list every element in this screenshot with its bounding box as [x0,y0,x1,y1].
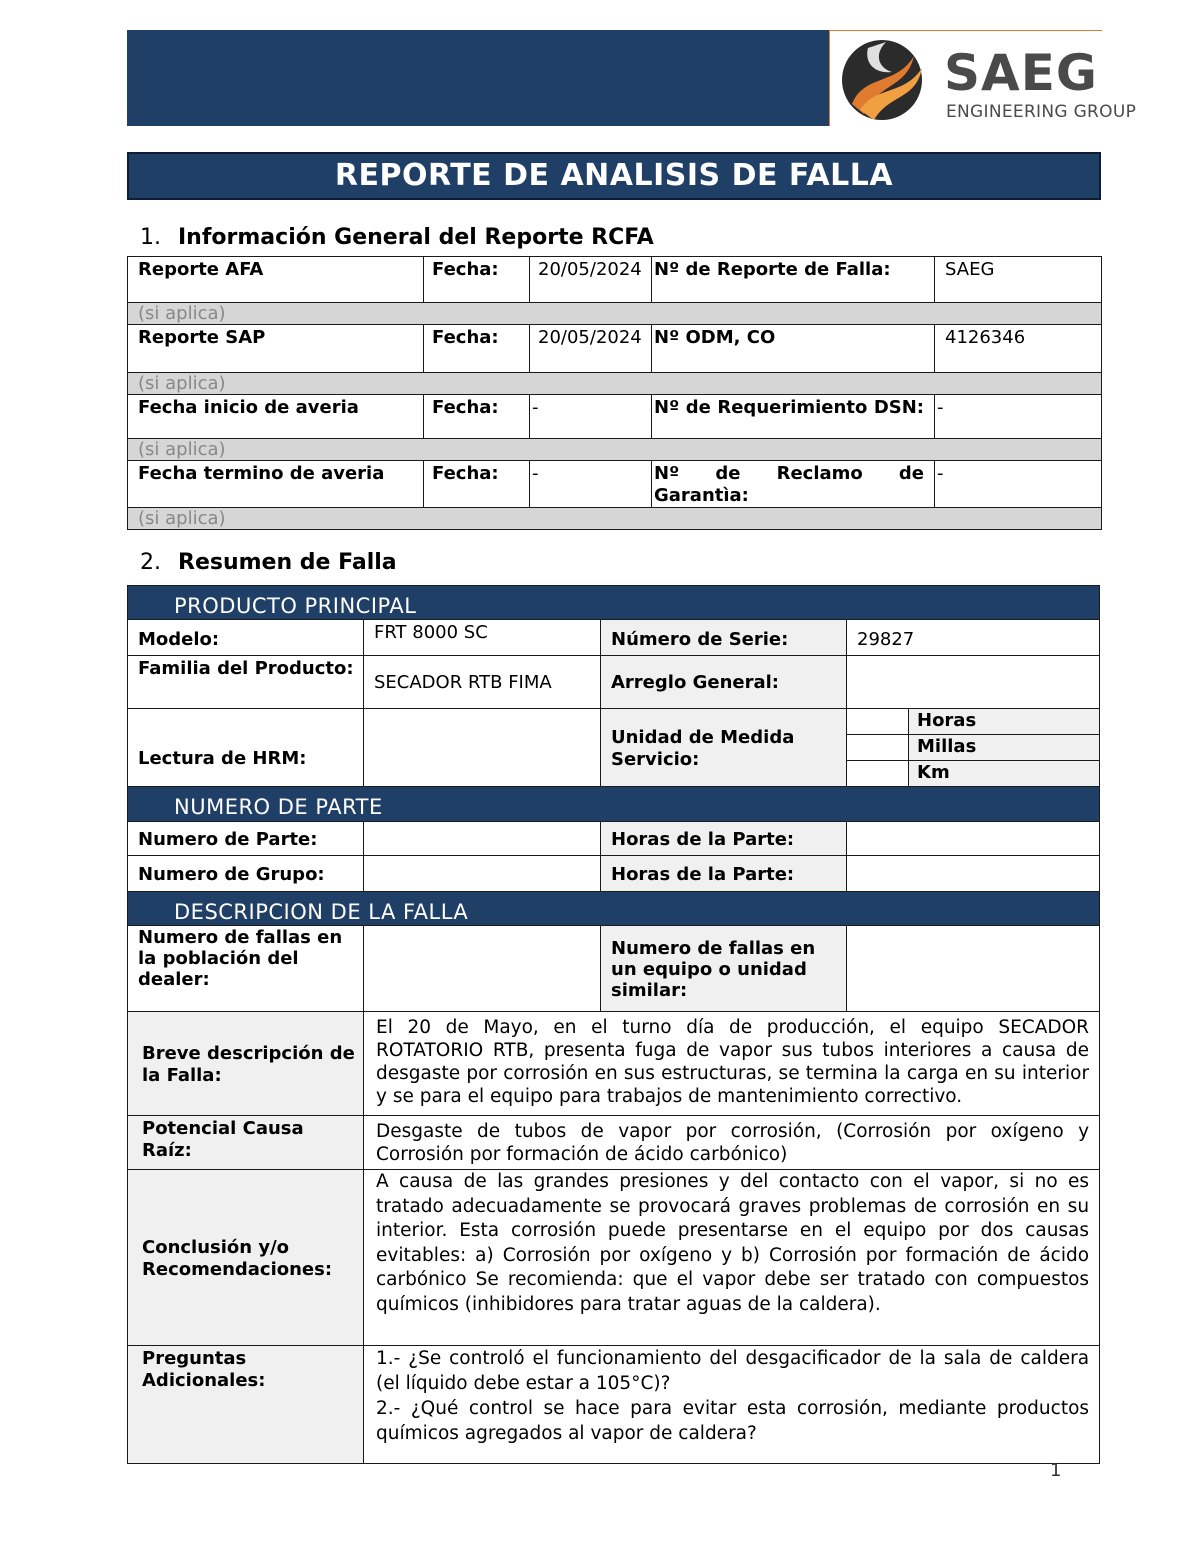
numero-serie-value: 29827 [847,620,1100,656]
reporte-falla-value: SAEG [935,257,1102,303]
reclamo-garantia-value: - [935,461,1102,508]
requerimiento-dsn-value: - [935,395,1102,439]
saeg-logo-icon [834,34,934,126]
producto-principal-band: PRODUCTO PRINCIPAL [128,586,1100,620]
page-title: REPORTE DE ANALISIS DE FALLA [334,158,894,193]
reporte-afa-label: Reporte AFA [128,257,424,303]
table-row [128,257,1102,303]
reporte-sap-label: Reporte SAP [128,325,424,373]
num-fallas-dealer-value [364,926,601,1012]
table-row [128,822,1100,856]
section-1-title: Información General del Reporte RCFA [178,225,654,250]
section-2-title: Resumen de Falla [178,550,397,575]
modelo-value: FRT 8000 SC [364,620,601,656]
familia-producto-label: Familia del Producto: [128,656,364,709]
table-row [128,926,1100,1012]
odm-co-label: Nº ODM, CO [652,325,935,373]
reporte-sap-fecha: 20/05/2024 [530,325,652,373]
rcfa-info-table [127,256,1102,530]
num-fallas-equipo-value [847,926,1100,1012]
table-row [128,656,1100,709]
descripcion-falla-band: DESCRIPCION DE LA FALLA [128,892,1100,926]
table-row [128,508,1102,530]
causa-raiz-value: Desgaste de tubos de vapor por corrosión, (Corrosión por oxígeno y Corrosión por formación de ácido carbónico) [364,1116,1100,1170]
fecha-termino-value: - [530,461,652,508]
table-row [128,1012,1100,1116]
table-row [128,586,1100,620]
pregunta-2: 2.- ¿Qué control se hace para evitar esta corrosión, mediante productos químicos agregados al vapor de caldera? [376,1398,1090,1444]
table-row [128,373,1102,395]
numero-parte-band: NUMERO DE PARTE [128,787,1100,822]
fecha-inicio-value: - [530,395,652,439]
unit-horas-box[interactable] [847,709,909,735]
numero-parte-value [364,822,601,856]
table-row [128,1346,1100,1464]
si-aplica-note: (si aplica) [128,439,1102,461]
fecha-label: Fecha: [424,461,530,508]
unit-km-box[interactable] [847,761,909,787]
table-row [128,395,1102,439]
unit-millas-label: Millas [909,735,1100,761]
title-underline [127,198,1101,200]
logo-wordmark: SAEG [944,44,1098,102]
table-row [128,856,1100,892]
numero-grupo-value [364,856,601,892]
page-number: 1 [1050,1460,1062,1481]
table-row [128,1116,1100,1170]
unit-km-label: Km [909,761,1100,787]
horas-parte-label: Horas de la Parte: [601,822,847,856]
unit-millas-box[interactable] [847,735,909,761]
table-row [128,1170,1100,1346]
horas-parte-value [847,822,1100,856]
fecha-termino-label: Fecha termino de averia [128,461,424,508]
requerimiento-dsn-label: Nº de Requerimiento DSN: [652,395,935,439]
table-row [128,709,1100,735]
reporte-afa-fecha: 20/05/2024 [530,257,652,303]
num-fallas-dealer-label: Numero de fallas en la población del dealer: [128,926,364,1012]
pregunta-1: 1.- ¿Se controló el funcionamiento del desgacificador de la sala de caldera (el líquido debe estar a 105°C)? [376,1348,1090,1394]
preguntas-label: Preguntas Adicionales: [128,1346,364,1464]
table-row [128,325,1102,373]
section-2-heading [140,552,397,574]
num-fallas-equipo-label: Numero de fallas en un equipo o unidad similar: [601,926,847,1012]
table-row [128,892,1100,926]
si-aplica-note: (si aplica) [128,373,1102,395]
unit-horas-label: Horas [909,709,1100,735]
table-row [128,303,1102,325]
conclusion-label: Conclusión y/o Recomendaciones: [128,1170,364,1346]
horas-parte-2-value [847,856,1100,892]
lectura-hrm-value [364,709,601,787]
section-2-number: 2. [140,550,161,575]
preguntas-value [364,1346,1100,1464]
section-1-number: 1. [140,225,161,250]
breve-descripcion-value: El 20 de Mayo, en el turno día de producción, el equipo SECADOR ROTATORIO RTB, presenta fuga de vapor sus tubos interiores a causa de desgaste por corrosión en sus estructuras, se termina la carga en su interior y se para el equipo para trabajos de mantenimiento correctivo. [364,1012,1100,1116]
fecha-label: Fecha: [424,395,530,439]
numero-serie-label: Número de Serie: [601,620,847,656]
si-aplica-note: (si aplica) [128,508,1102,530]
resumen-falla-table [127,585,1100,1464]
table-row [128,620,1100,656]
si-aplica-note: (si aplica) [128,303,1102,325]
logo-subtitle: ENGINEERING GROUP [946,102,1137,122]
horas-parte-2-label: Horas de la Parte: [601,856,847,892]
fecha-label: Fecha: [424,325,530,373]
reclamo-garantia-label: Nº de Reclamo de Garantìa: [652,461,935,508]
header-band [127,30,829,126]
conclusion-value: A causa de las grandes presiones y del contacto con el vapor, si no es tratado adecuadamente se provocará graves problemas de corrosión en su interior. Esta corrosión puede presentarse en el equipo por dos causas evitables: a) Corrosión por oxígeno y b) Corrosión por formación de ácido carbónico Se recomienda: que el vapor debe ser tratado con compuestos químicos (inhibidores para tratar aguas de la caldera). [364,1170,1100,1346]
numero-parte-label: Numero de Parte: [128,822,364,856]
modelo-label: Modelo: [128,620,364,656]
unidad-medida-label: Unidad de Medida Servicio: [601,709,847,787]
breve-descripcion-label: Breve descripción de la Falla: [128,1012,364,1116]
arreglo-general-value [847,656,1100,709]
section-1-heading [140,227,654,249]
reporte-falla-label: Nº de Reporte de Falla: [652,257,935,303]
causa-raiz-label: Potencial Causa Raíz: [128,1116,364,1170]
arreglo-general-label: Arreglo General: [601,656,847,709]
fecha-inicio-label: Fecha inicio de averia [128,395,424,439]
table-row [128,787,1100,822]
table-row [128,439,1102,461]
fecha-label: Fecha: [424,257,530,303]
table-row [128,461,1102,508]
numero-grupo-label: Numero de Grupo: [128,856,364,892]
lectura-hrm-label: Lectura de HRM: [128,709,364,787]
familia-producto-value: SECADOR RTB FIMA [364,656,601,709]
odm-co-value: 4126346 [935,325,1102,373]
